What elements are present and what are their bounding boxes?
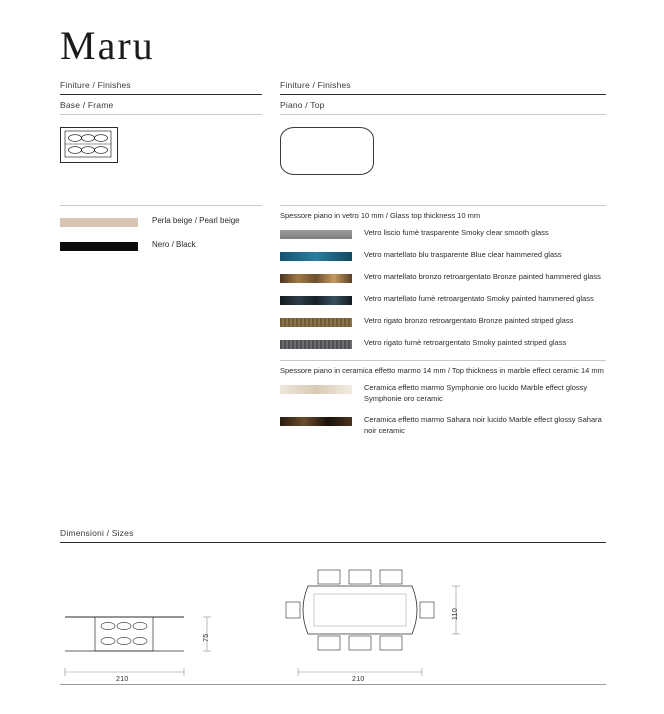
finish-label-en: Bronze painted hammered glass [492,272,601,282]
finish-label-it: Perla beige / Pearl beige [152,216,240,225]
finish-label [364,294,594,305]
side-view-height-label: 75 [203,633,210,642]
finish-label-it: Vetro martellato bronzo retroargentato [364,272,491,282]
finish-label-en: Marble effect glossy Symphonie oro ceramic [364,383,588,403]
finish-label-it: Vetro liscio fumè trasparente [364,228,460,238]
table-base-icon [60,127,118,163]
list-item[interactable] [280,250,606,261]
dimensions-divider [60,542,606,543]
finish-label-it: Vetro rigato bronzo retroargentato [364,316,477,326]
finish-label [364,415,606,436]
finish-label-en: Bronze painted striped glass [478,316,574,326]
left-finishes-label: Finiture / Finishes [60,80,131,90]
left-divider-sub [60,114,262,115]
finish-label-it: Vetro martellato blu trasparente [364,250,469,260]
list-item[interactable] [280,316,606,327]
color-swatch [280,230,352,239]
list-item[interactable] [280,338,606,349]
dimensions-header [60,528,606,543]
finish-label [152,216,240,227]
finish-label [152,240,196,251]
page-title: Maru [60,23,155,68]
finish-label [364,228,549,239]
table-base-top-view-icon [61,128,115,160]
top-view-depth-label: 110 [452,607,459,620]
color-swatch [280,340,352,349]
list-item[interactable] [280,383,606,404]
color-swatch [60,242,138,251]
right-column [280,80,606,447]
list-item[interactable] [60,240,262,251]
base-frame-label: Base / Frame [60,100,114,110]
finish-label [364,383,606,404]
glass-group-title: Spessore piano in vetro 10 mm / Glass top thickness 10 mm [280,211,481,220]
right-divider-sub [280,114,606,115]
color-swatch [60,218,138,227]
glass-finish-list [280,228,606,349]
top-label: Piano / Top [280,100,325,110]
finish-label-it: Ceramica effetto marmo Sahara noir lucido [364,415,507,425]
side-view-width-label: 210 [116,676,129,683]
dimensions-baseline [60,684,606,685]
list-item[interactable] [280,228,606,239]
color-swatch [280,385,352,394]
finish-label-en: Marble effect glossy Sahara noir ceramic [364,415,602,435]
left-divider-finishes [60,205,262,206]
ceramic-group-title: Spessore piano in ceramica effetto marmo 14 mm / Top thickness in marble effect ceramic 14 mm [280,366,604,376]
finish-label-en: Blue clear hammered glass [470,250,562,260]
finish-label-it: Vetro rigato fumè retroargentato [364,338,471,348]
finish-label-en: Smoky painted hammered glass [486,294,594,304]
finish-label [364,338,566,349]
list-item[interactable] [60,216,262,227]
color-swatch [280,318,352,327]
finish-label-en: Smoky clear smooth glass [461,228,549,238]
color-swatch [280,417,352,426]
dimensions-drawings [60,560,606,690]
dimensions-label: Dimensioni / Sizes [60,528,134,538]
top-view-drawing [280,560,520,690]
finish-label [364,316,573,327]
color-swatch [280,296,352,305]
list-item[interactable] [280,294,606,305]
list-item[interactable] [280,415,606,436]
finish-label-it: Ceramica effetto marmo Symphonie oro lucido [364,383,519,393]
side-view-drawing [60,560,250,690]
finish-label-it: Nero / Black [152,240,196,249]
color-swatch [280,252,352,261]
color-swatch [280,274,352,283]
finish-label-en: Smoky painted striped glass [472,338,567,348]
finish-label [364,272,601,283]
finish-label [364,250,562,261]
left-column [60,80,262,264]
frame-finish-list [60,216,262,251]
list-item[interactable] [280,272,606,283]
right-finishes-label: Finiture / Finishes [280,80,351,90]
top-view-width-label: 210 [352,676,365,683]
table-top-icon [280,127,374,175]
finish-label-it: Vetro martellato fumè retroargentato [364,294,485,304]
ceramic-finish-list [280,383,606,436]
